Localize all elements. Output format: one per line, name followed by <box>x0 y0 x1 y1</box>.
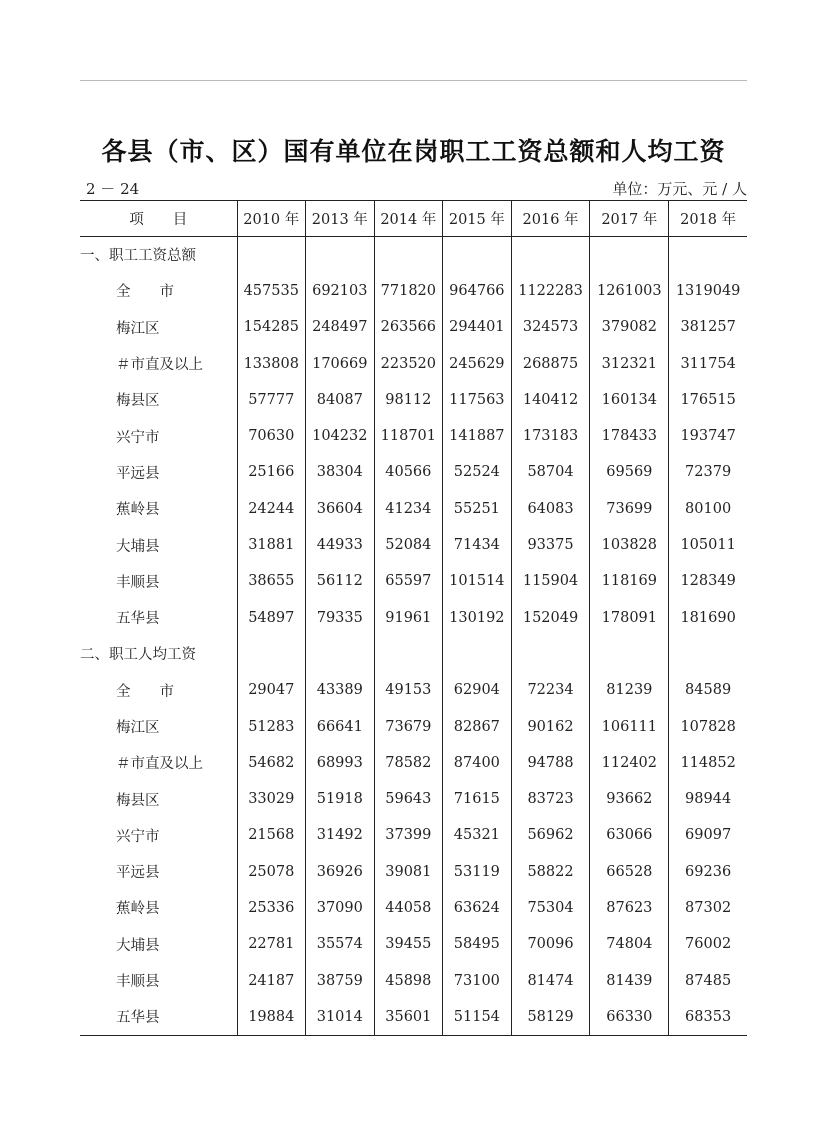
section-label: 二、职工人均工资 <box>80 647 196 664</box>
table-row <box>80 309 747 345</box>
value-cell: 294401 <box>443 309 512 345</box>
row-label: 大埔县 <box>116 937 160 954</box>
value-cell: 324573 <box>511 309 590 345</box>
value-cell: 101514 <box>443 563 512 599</box>
value-cell: 66528 <box>590 854 669 890</box>
value-cell: 84087 <box>306 382 375 418</box>
value-cell: 54897 <box>237 599 306 635</box>
table-row <box>80 999 747 1035</box>
value-cell: 84589 <box>669 672 747 708</box>
value-cell: 56962 <box>511 817 590 853</box>
value-cell: 68993 <box>306 745 375 781</box>
value-cell: 107828 <box>669 708 747 744</box>
value-cell: 33029 <box>237 781 306 817</box>
value-cell: 81474 <box>511 962 590 998</box>
value-cell: 25336 <box>237 890 306 926</box>
table-row <box>80 599 747 635</box>
value-cell: 57777 <box>237 382 306 418</box>
value-cell: 53119 <box>443 854 512 890</box>
value-cell: 379082 <box>590 309 669 345</box>
value-cell: 311754 <box>669 345 747 381</box>
table-row <box>80 926 747 962</box>
value-cell: 65597 <box>374 563 443 599</box>
value-cell: 248497 <box>306 309 375 345</box>
table-row <box>80 672 747 708</box>
value-cell: 87623 <box>590 890 669 926</box>
empty-cell <box>237 636 306 672</box>
value-cell: 964766 <box>443 273 512 309</box>
empty-cell <box>443 636 512 672</box>
table-row <box>80 345 747 381</box>
value-cell: 223520 <box>374 345 443 381</box>
value-cell: 19884 <box>237 999 306 1035</box>
value-cell: 75304 <box>511 890 590 926</box>
value-cell: 112402 <box>590 745 669 781</box>
row-label: 五华县 <box>80 999 237 1035</box>
value-cell: 52524 <box>443 454 512 490</box>
row-label: 梅江区 <box>116 720 160 736</box>
value-cell: 63066 <box>590 817 669 853</box>
value-cell: 38655 <box>237 563 306 599</box>
value-cell: 1319049 <box>669 273 747 309</box>
row-label: 蕉岭县 <box>116 502 160 519</box>
value-cell: 106111 <box>590 708 669 744</box>
value-cell: 268875 <box>511 345 590 381</box>
value-cell: 80100 <box>669 491 747 527</box>
row-label: 平远县 <box>116 865 160 882</box>
value-cell: 176515 <box>669 382 747 418</box>
value-cell: 35601 <box>374 999 443 1035</box>
value-cell: 71434 <box>443 527 512 563</box>
header-year: 2013 年 <box>306 201 375 237</box>
empty-cell <box>374 636 443 672</box>
value-cell: 71615 <box>443 781 512 817</box>
value-cell: 45898 <box>374 962 443 998</box>
value-cell: 152049 <box>511 599 590 635</box>
empty-cell <box>669 237 747 273</box>
value-cell: 140412 <box>511 382 590 418</box>
value-cell: 58822 <box>511 854 590 890</box>
value-cell: 40566 <box>374 454 443 490</box>
value-cell: 64083 <box>511 491 590 527</box>
value-cell: 22781 <box>237 926 306 962</box>
table-row <box>80 491 747 527</box>
value-cell: 29047 <box>237 672 306 708</box>
value-cell: 193747 <box>669 418 747 454</box>
value-cell: 118169 <box>590 563 669 599</box>
value-cell: 104232 <box>306 418 375 454</box>
value-cell: 115904 <box>511 563 590 599</box>
value-cell: 118701 <box>374 418 443 454</box>
table-row <box>80 745 747 781</box>
value-cell: 91961 <box>374 599 443 635</box>
value-cell: 54682 <box>237 745 306 781</box>
value-cell: 312321 <box>590 345 669 381</box>
value-cell: 58129 <box>511 999 590 1035</box>
value-cell: 90162 <box>511 708 590 744</box>
empty-cell <box>511 237 590 273</box>
value-cell: 457535 <box>237 273 306 309</box>
value-cell: 49153 <box>374 672 443 708</box>
value-cell: 51154 <box>443 999 512 1035</box>
value-cell: 70096 <box>511 926 590 962</box>
value-cell: 93375 <box>511 527 590 563</box>
value-cell: 38759 <box>306 962 375 998</box>
row-label: 全 市 <box>116 683 174 700</box>
table-row <box>80 781 747 817</box>
header-year: 2017 年 <box>590 201 669 237</box>
value-cell: 83723 <box>511 781 590 817</box>
table-row <box>80 854 747 890</box>
value-cell: 58704 <box>511 454 590 490</box>
table-row <box>80 273 747 309</box>
table-row <box>80 527 747 563</box>
value-cell: 41234 <box>374 491 443 527</box>
value-cell: 73699 <box>590 491 669 527</box>
value-cell: 31014 <box>306 999 375 1035</box>
value-cell: 69097 <box>669 817 747 853</box>
row-label: 丰顺县 <box>116 974 160 991</box>
empty-cell <box>590 237 669 273</box>
value-cell: 37399 <box>374 817 443 853</box>
value-cell: 58495 <box>443 926 512 962</box>
table-row <box>80 890 747 926</box>
value-cell: 154285 <box>237 309 306 345</box>
value-cell: 55251 <box>443 491 512 527</box>
value-cell: 105011 <box>669 527 747 563</box>
value-cell: 25166 <box>237 454 306 490</box>
value-cell: 31492 <box>306 817 375 853</box>
header-year: 2014 年 <box>374 201 443 237</box>
row-label: 梅县区 <box>116 792 160 809</box>
value-cell: 63624 <box>443 890 512 926</box>
value-cell: 78582 <box>374 745 443 781</box>
value-cell: 73679 <box>374 708 443 744</box>
value-cell: 72234 <box>511 672 590 708</box>
value-cell: 51918 <box>306 781 375 817</box>
value-cell: 128349 <box>669 563 747 599</box>
value-cell: 94788 <box>511 745 590 781</box>
table-row <box>80 382 747 418</box>
value-cell: 79335 <box>306 599 375 635</box>
header-year: 2015 年 <box>443 201 512 237</box>
empty-cell <box>443 237 512 273</box>
value-cell: 39455 <box>374 926 443 962</box>
empty-cell <box>511 636 590 672</box>
value-cell: 381257 <box>669 309 747 345</box>
row-label: 全 市 <box>116 284 174 301</box>
value-cell: 76002 <box>669 926 747 962</box>
section-row <box>80 237 747 273</box>
value-cell: 69236 <box>669 854 747 890</box>
value-cell: 68353 <box>669 999 747 1035</box>
value-cell: 93662 <box>590 781 669 817</box>
table-row <box>80 563 747 599</box>
header-item: 项 目 <box>80 201 237 237</box>
row-label: 兴宁市 <box>116 828 160 845</box>
section-row <box>80 636 747 672</box>
table-row <box>80 418 747 454</box>
value-cell: 66641 <box>306 708 375 744</box>
value-cell: 59643 <box>374 781 443 817</box>
value-cell: 117563 <box>443 382 512 418</box>
empty-cell <box>590 636 669 672</box>
value-cell: 141887 <box>443 418 512 454</box>
value-cell: 771820 <box>374 273 443 309</box>
value-cell: 87485 <box>669 962 747 998</box>
table-code: 2 － 24 <box>86 180 140 198</box>
header-year: 2010 年 <box>237 201 306 237</box>
value-cell: 56112 <box>306 563 375 599</box>
value-cell: 245629 <box>443 345 512 381</box>
value-cell: 103828 <box>590 527 669 563</box>
value-cell: 31881 <box>237 527 306 563</box>
table-row <box>80 817 747 853</box>
value-cell: 81439 <box>590 962 669 998</box>
value-cell: 62904 <box>443 672 512 708</box>
value-cell: 1122283 <box>511 273 590 309</box>
unit-label: 单位：万元、元 / 人 <box>612 180 747 198</box>
value-cell: 98944 <box>669 781 747 817</box>
table-row <box>80 962 747 998</box>
value-cell: 44933 <box>306 527 375 563</box>
value-cell: 45321 <box>443 817 512 853</box>
value-cell: 178433 <box>590 418 669 454</box>
table-row <box>80 454 747 490</box>
value-cell: 1261003 <box>590 273 669 309</box>
empty-cell <box>306 237 375 273</box>
value-cell: 37090 <box>306 890 375 926</box>
row-label: ＃市直及以上 <box>116 357 203 374</box>
empty-cell <box>237 237 306 273</box>
value-cell: 173183 <box>511 418 590 454</box>
table-row <box>80 708 747 744</box>
value-cell: 98112 <box>374 382 443 418</box>
empty-cell <box>669 636 747 672</box>
value-cell: 24244 <box>237 491 306 527</box>
value-cell: 73100 <box>443 962 512 998</box>
value-cell: 39081 <box>374 854 443 890</box>
wage-table <box>80 200 747 1036</box>
row-label: 平远县 <box>116 465 160 482</box>
header-year: 2018 年 <box>669 201 747 237</box>
row-label: 蕉岭县 <box>116 901 160 918</box>
header-row <box>80 201 747 237</box>
empty-cell <box>374 237 443 273</box>
row-label: ＃市直及以上 <box>116 756 203 773</box>
value-cell: 52084 <box>374 527 443 563</box>
value-cell: 38304 <box>306 454 375 490</box>
value-cell: 263566 <box>374 309 443 345</box>
page-title: 各县（市、区）国有单位在岗职工工资总额和人均工资 <box>101 137 726 166</box>
value-cell: 36926 <box>306 854 375 890</box>
value-cell: 21568 <box>237 817 306 853</box>
value-cell: 70630 <box>237 418 306 454</box>
value-cell: 36604 <box>306 491 375 527</box>
value-cell: 133808 <box>237 345 306 381</box>
value-cell: 82867 <box>443 708 512 744</box>
value-cell: 66330 <box>590 999 669 1035</box>
row-label: 梅江区 <box>116 320 160 337</box>
empty-cell <box>306 636 375 672</box>
section-label: 一、职工工资总额 <box>80 248 196 265</box>
value-cell: 24187 <box>237 962 306 998</box>
value-cell: 44058 <box>374 890 443 926</box>
value-cell: 74804 <box>590 926 669 962</box>
row-label: 大埔县 <box>116 538 160 555</box>
value-cell: 81239 <box>590 672 669 708</box>
value-cell: 72379 <box>669 454 747 490</box>
value-cell: 114852 <box>669 745 747 781</box>
value-cell: 51283 <box>237 708 306 744</box>
value-cell: 692103 <box>306 273 375 309</box>
value-cell: 69569 <box>590 454 669 490</box>
value-cell: 43389 <box>306 672 375 708</box>
row-label: 丰顺县 <box>116 574 160 591</box>
value-cell: 170669 <box>306 345 375 381</box>
value-cell: 130192 <box>443 599 512 635</box>
row-label: 五华县 <box>116 611 160 628</box>
row-label: 梅县区 <box>116 393 160 410</box>
value-cell: 160134 <box>590 382 669 418</box>
value-cell: 25078 <box>237 854 306 890</box>
value-cell: 181690 <box>669 599 747 635</box>
value-cell: 87302 <box>669 890 747 926</box>
value-cell: 35574 <box>306 926 375 962</box>
row-label: 兴宁市 <box>116 429 160 446</box>
value-cell: 87400 <box>443 745 512 781</box>
top-rule <box>80 80 747 81</box>
header-year: 2016 年 <box>511 201 590 237</box>
value-cell: 178091 <box>590 599 669 635</box>
